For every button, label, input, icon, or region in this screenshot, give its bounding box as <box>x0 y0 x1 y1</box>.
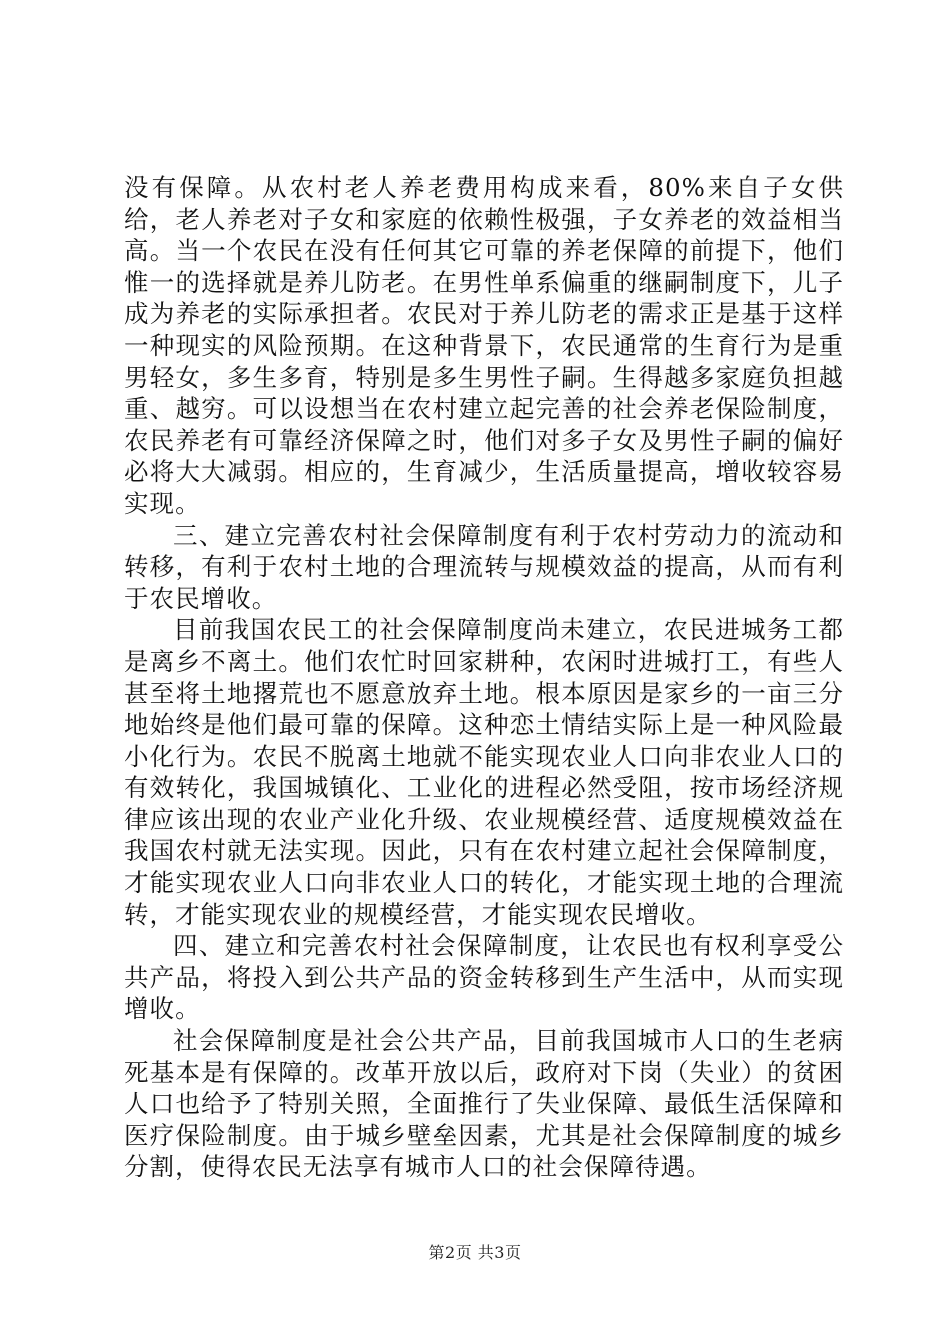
paragraph-5: 社会保障制度是社会公共产品，目前我国城市人口的生老病死基本是有保障的。改革开放以后，政府对下岗（失业）的贫困人口也给予了特别关照，全面推行了失业保障、最低生活保障和医疗保险制度。由于城乡壁垒因素，尤其是社会保障制度的城乡分割，使得农民无法享有城市人口的社会保障待遇。 <box>124 1026 844 1182</box>
paragraph-2: 三、建立完善农村社会保障制度有利于农村劳动力的流动和转移，有利于农村土地的合理流转与规模效益的提高，从而有利于农民增收。 <box>124 520 844 613</box>
paragraph-3: 目前我国农民工的社会保障制度尚未建立，农民进城务工都是离乡不离土。他们农忙时回家耕种，农闲时进城打工，有些人甚至将土地撂荒也不愿意放弃土地。根本原因是家乡的一亩三分地始终是他们最可靠的保障。这种恋土情结实际上是一种风险最小化行为。农民不脱离土地就不能实现农业人口向非农业人口的有效转化，我国城镇化、工业化的进程必然受阻，按市场经济规律应该出现的农业产业化升级、农业规模经营、适度规模效益在我国农村就无法实现。因此，只有在农村建立起社会保障制度，才能实现农业人口向非农业人口的转化，才能实现土地的合理流转，才能实现农业的规模经营，才能实现农民增收。 <box>124 615 844 929</box>
paragraph-1: 没有保障。从农村老人养老费用构成来看，80%来自子女供给，老人养老对子女和家庭的依赖性极强，子女养老的效益相当高。当一个农民在没有任何其它可靠的养老保障的前提下，他们惟一的选择就是养儿防老。在男性单系偏重的继嗣制度下，儿子成为养老的实际承担者。农民对于养儿防老的需求正是基于这样一种现实的风险预期。在这种背景下，农民通常的生育行为是重男轻女，多生多育，特别是多生男性子嗣。生得越多家庭负担越重、越穷。可以设想当在农村建立起完善的社会养老保险制度，农民养老有可靠经济保障之时，他们对多子女及男性子嗣的偏好必将大大减弱。相应的，生育减少，生活质量提高，增收较容易实现。 <box>124 173 844 518</box>
page-number-footer: 第2页 共3页 <box>428 1243 522 1262</box>
paragraph-4: 四、建立和完善农村社会保障制度，让农民也有权利享受公共产品，将投入到公共产品的资金转移到生产生活中，从而实现增收。 <box>124 931 844 1024</box>
document-body <box>124 172 844 1183</box>
